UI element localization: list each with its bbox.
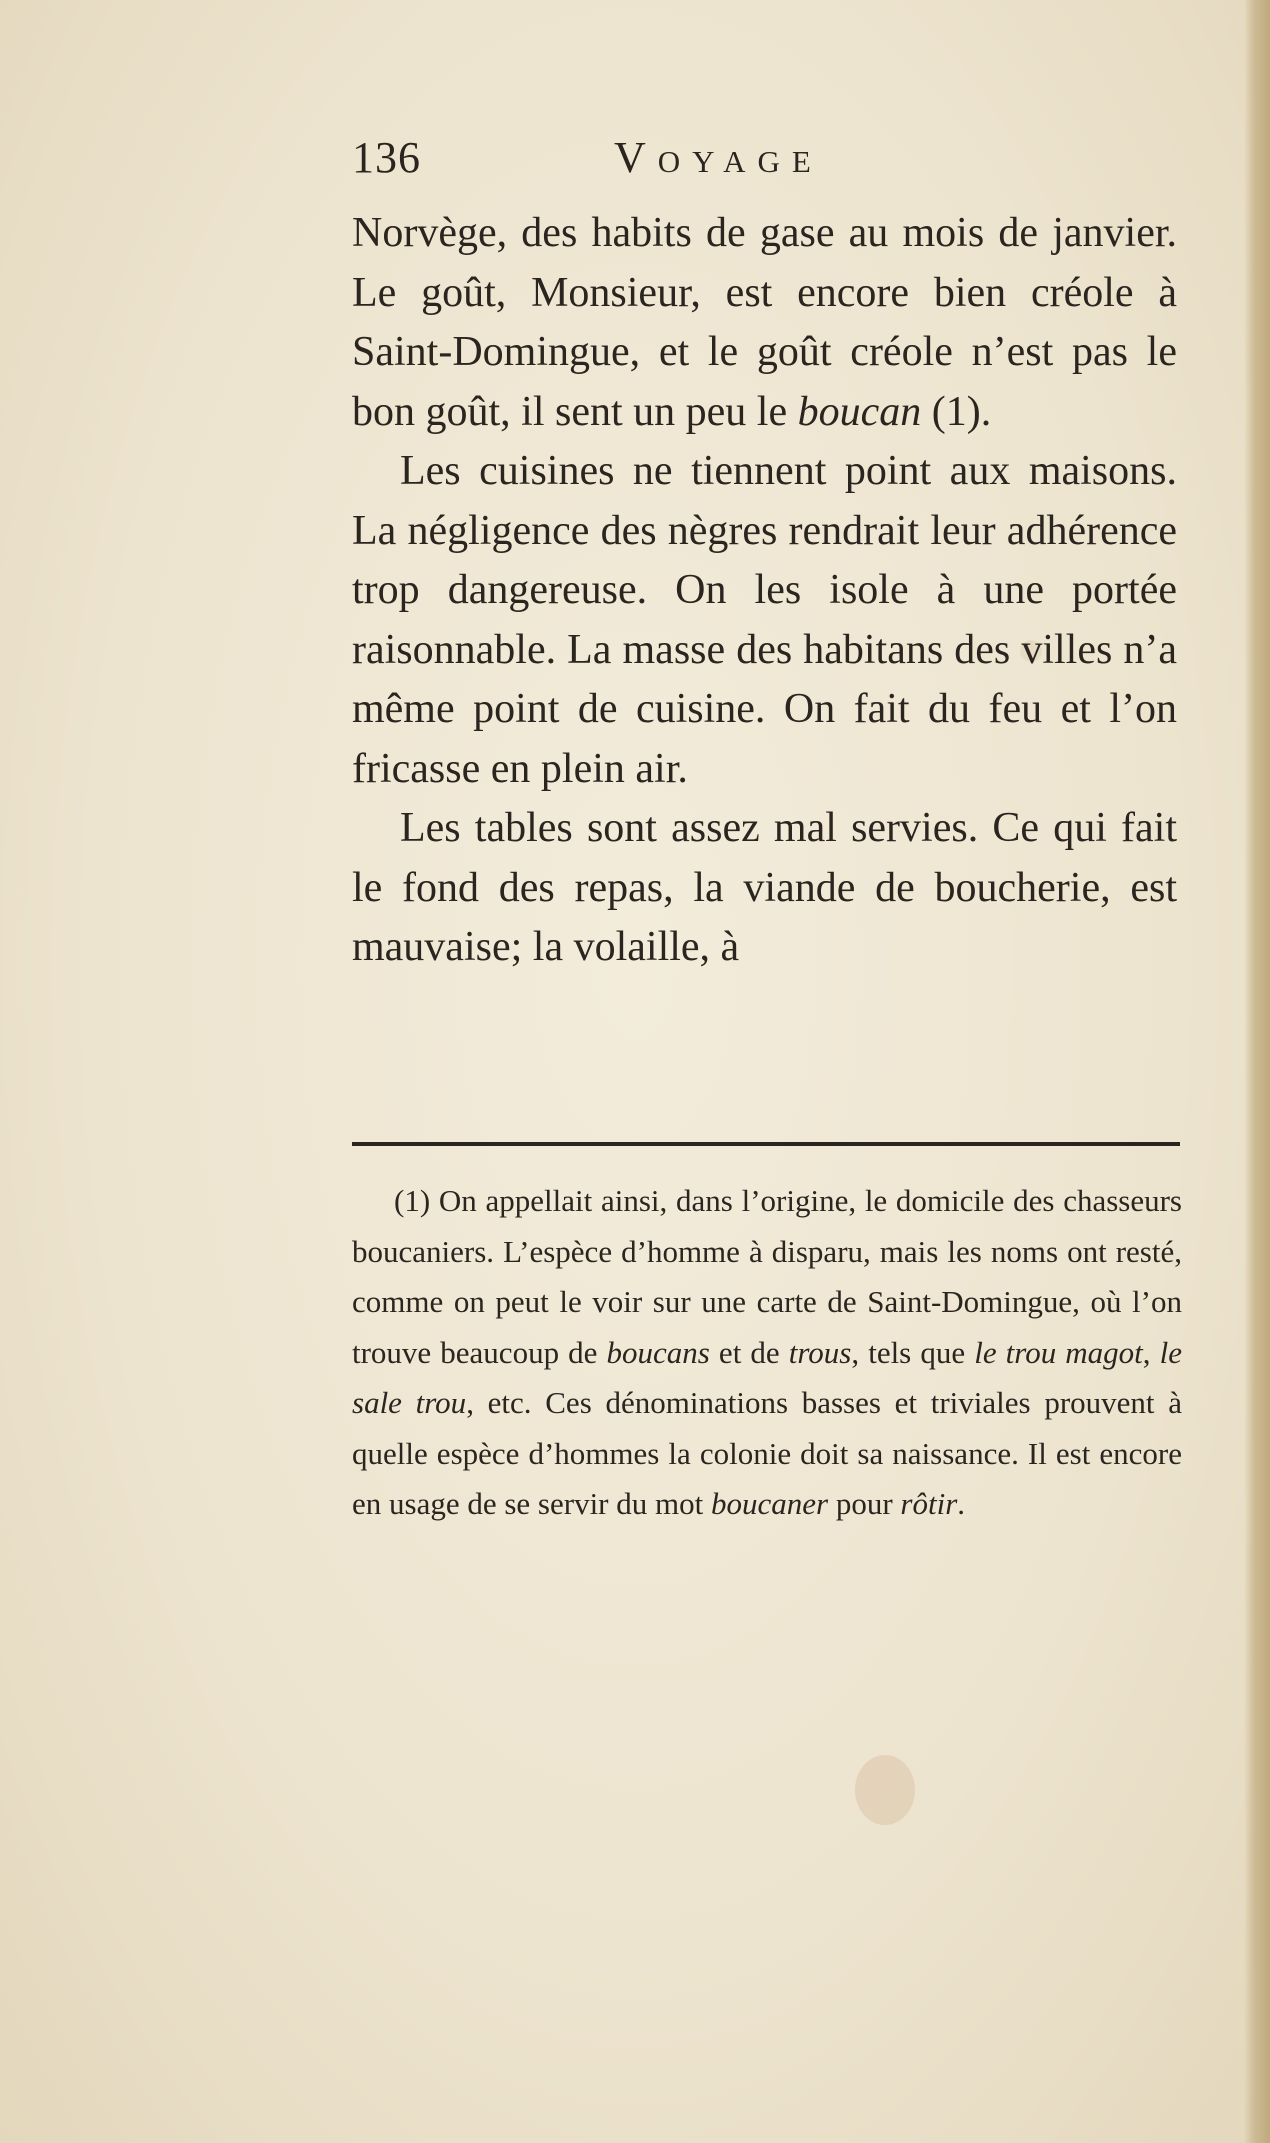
running-title: Voyage [614,133,823,182]
footnote-text: , [1142,1334,1160,1370]
paragraph [352,204,1177,442]
italic-term: boucan [797,388,922,435]
footnote-reference: (1). [921,388,992,435]
footnote-text: et de [709,1334,789,1370]
footnote-text: (1) On appellait ainsi, dans l’origine, le domicile des chasseurs boucaniers. L’espèce d’homme à disparu, mais les noms ont resté, comme on peut le voir sur une carte de Saint-Domingue, où l’on trouve beaucoup de [352,1183,1182,1370]
page-number: 136 [352,133,421,182]
footnote-text: . [957,1486,966,1521]
footnote [352,1176,1182,1530]
footnote-text: pour [828,1486,901,1521]
running-head [352,132,1152,192]
italic-term: boucans [606,1334,710,1370]
paragraph: Les tables sont assez mal servies. Ce qui fait le fond des repas, la viande de boucherie, est mauvaise; la volaille, à [352,805,1177,970]
italic-term: boucaner [710,1486,829,1521]
paragraph: Les cuisines ne tiennent point aux maisons. La négligence des nègres rendrait leur adhérence trop dangereuse. On les isole à une portée raisonnable. La masse des habitans des villes n’a même point de cuisine. On fait du feu et l’on fricasse en plein air. [352,448,1177,792]
main-text [352,204,1177,978]
footnote-text: , etc. Ces dénominations basses et triviales prouvent à quelle espèce d’hommes la colonie doit sa naissance. Il est encore en usage de se servir du mot [352,1385,1182,1521]
footnote-text: , tels que [851,1334,975,1370]
italic-term: le sale trou [352,1334,1183,1420]
footnote-separator [352,1142,1180,1146]
italic-term: trous [788,1334,852,1370]
paragraph-text: Norvège, des habits de gase au mois de janvier. Le goût, Monsieur, est encore bien créole à Saint-Domingue, et le goût créole n’est pas le bon goût, il sent un peu le [352,210,1177,435]
italic-term: le trou magot [974,1334,1143,1370]
foxing-stain [855,1755,915,1825]
italic-term: rôtir [900,1486,958,1521]
page-edge-shadow [1244,0,1270,2143]
